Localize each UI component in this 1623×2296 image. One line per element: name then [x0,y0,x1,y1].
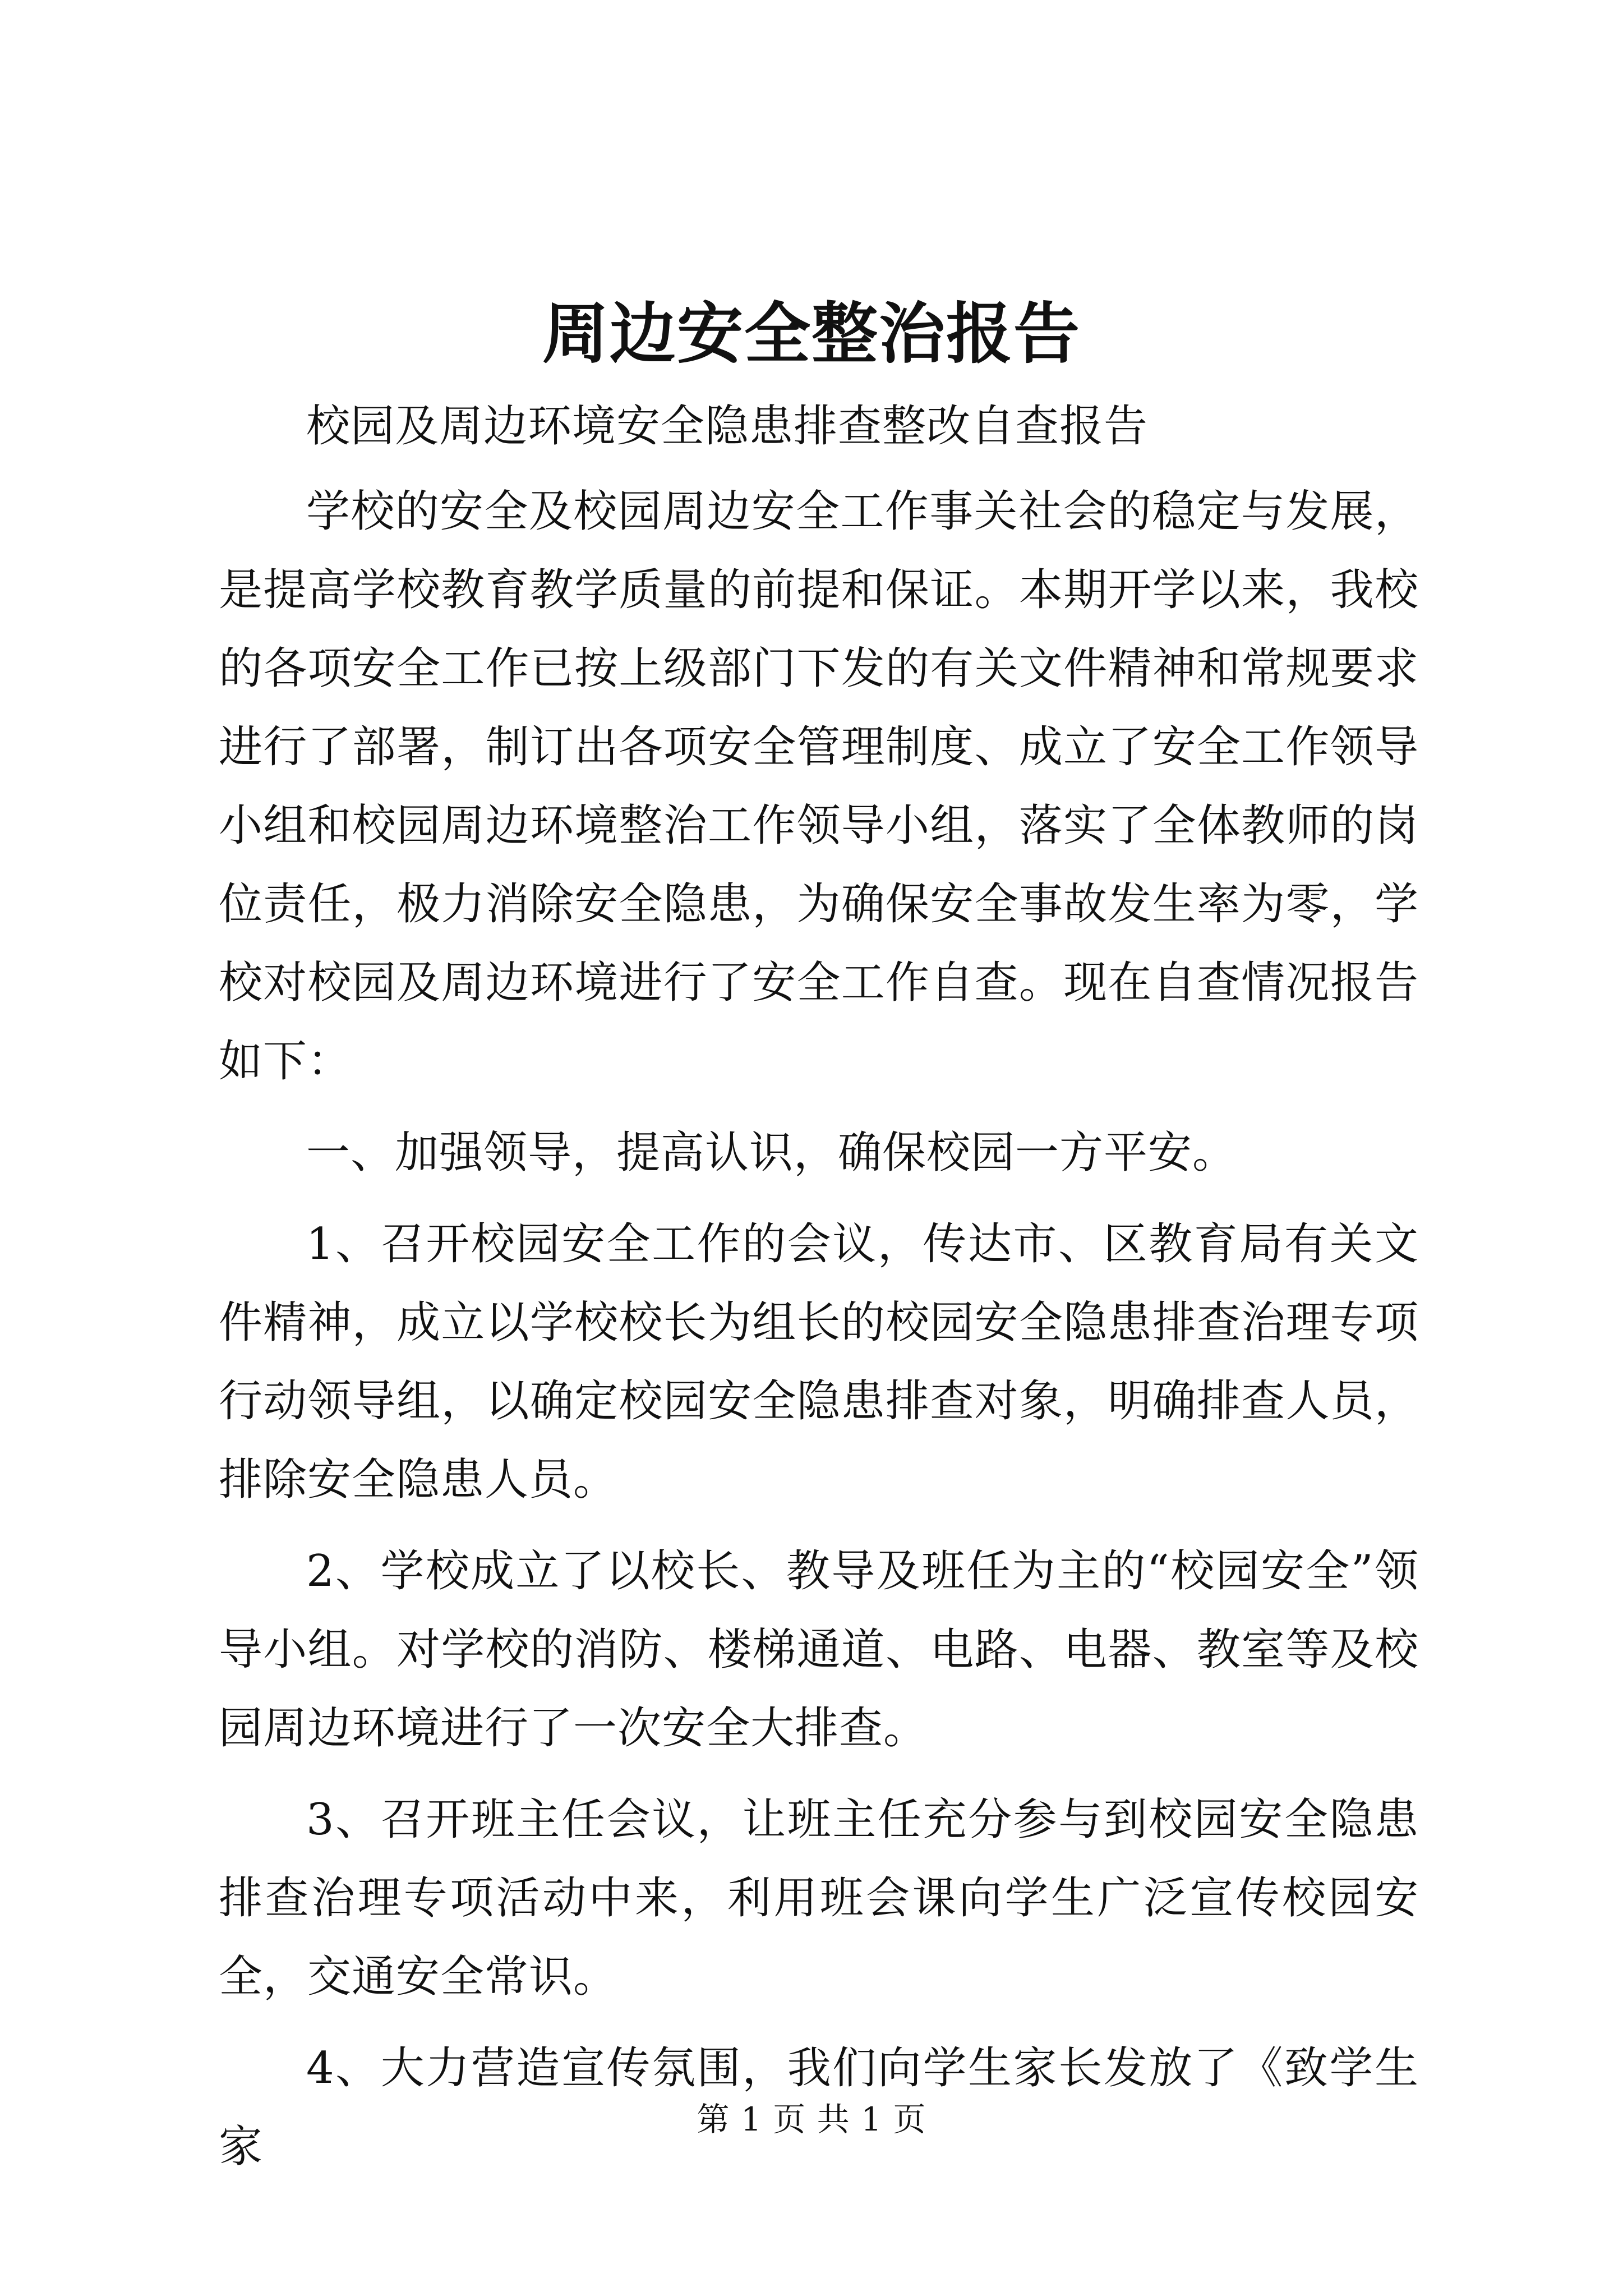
document-title: 周边安全整治报告 [542,295,1081,372]
paragraph-item-2: 2、学校成立了以校长、教导及班任为主的“校园安全”领导小组。对学校的消防、楼梯通道、电路、电器、教室等及校园周边环境进行了一次安全大排查。 [219,1546,1419,1754]
paragraph-item-3: 3、召开班主任会议，让班主任充分参与到校园安全隐患排查治理专项活动中来，利用班会课向学生广泛宣传校园安全，交通安全常识。 [219,1795,1419,2002]
document-subtitle: 校园及周边环境安全隐患排查整改自查报告 [306,401,1149,452]
paragraph-item-4: 4、大力营造宣传氛围，我们向学生家长发放了《致学生家 [219,2043,1419,2172]
paragraph-intro: 学校的安全及校园周边安全工作事关社会的稳定与发展，是提高学校教育教学质量的前提和保证。本期开学以来，我校的各项安全工作已按上级部门下发的有关文件精神和常规要求进行了部署，制订出各项安全管理制度、成立了安全工作领导小组和校园周边环境整治工作领导小组，落实了全体教师的岗位责任，极力消除安全隐患，为确保安全事故发生率为零，学校对校园及周边环境进行了安全工作自查。现在自查情况报告如下： [219,486,1419,1087]
page-footer: 第 1 页 共 1 页 [697,2100,926,2138]
paragraph-item-1: 1、召开校园安全工作的会议，传达市、区教育局有关文件精神，成立以学校校长为组长的校园安全隐患排查治理专项行动领导组，以确定校园安全隐患排查对象，明确排查人员，排除安全隐患人员。 [219,1219,1419,1505]
paragraph-section-heading: 一、加强领导，提高认识，确保校园一方平安。 [306,1128,1237,1178]
document-body [219,387,1419,2199]
